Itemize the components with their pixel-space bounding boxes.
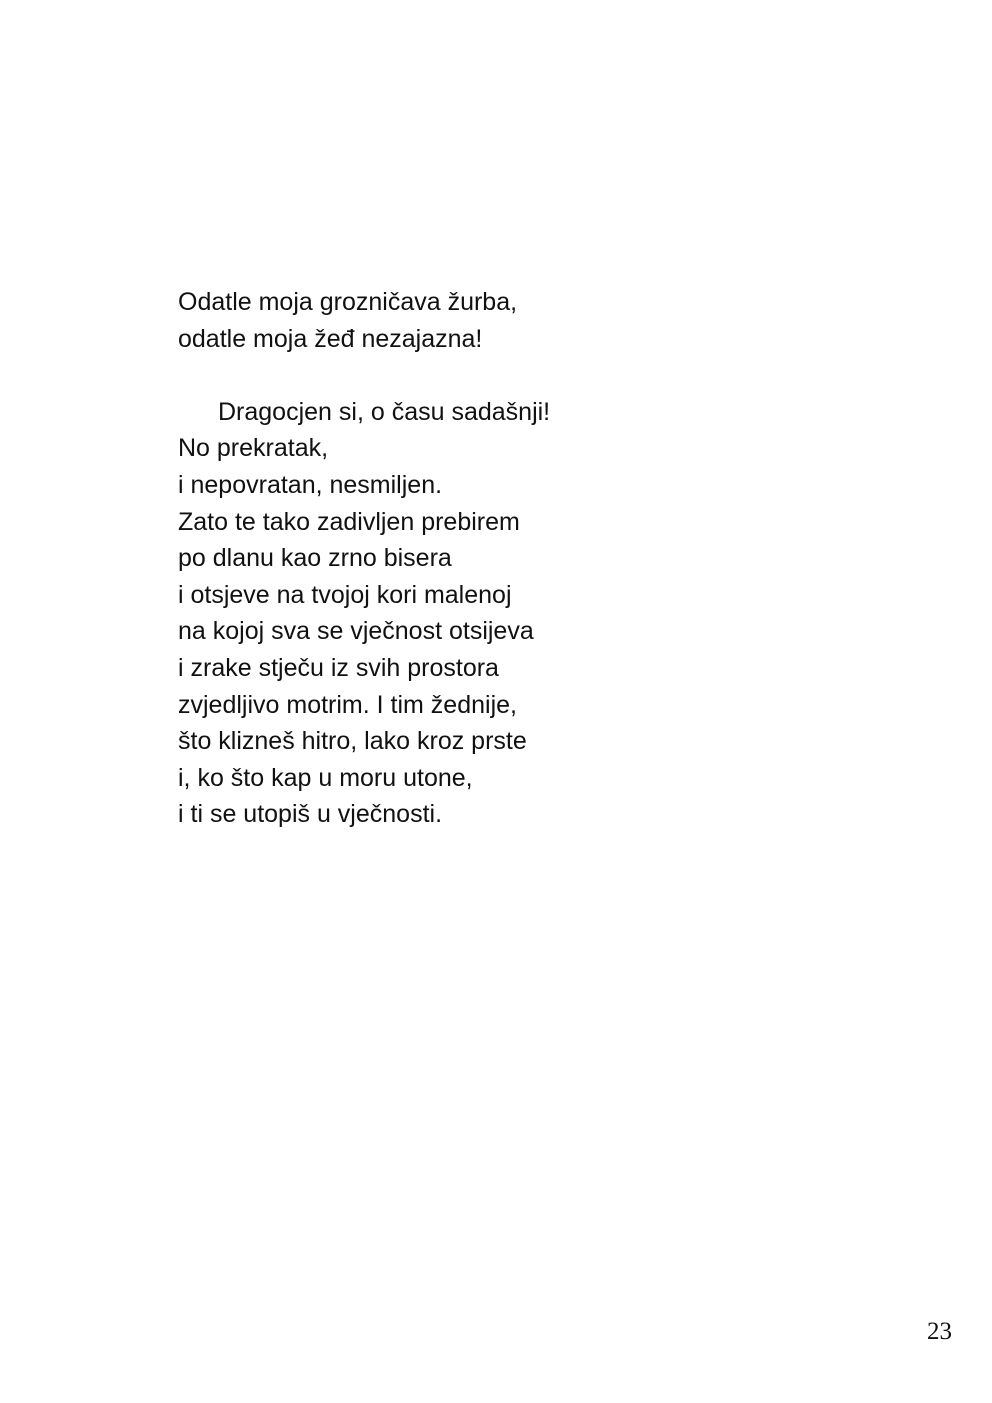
poem-line: zvjedljivo motrim. I tim žednije, [178,690,517,719]
poem-line: i nepovratan, nesmiljen. [178,470,443,499]
poem-line: i, ko što kap u moru utone, [178,763,473,792]
poem-line: po dlanu kao zrno bisera [178,544,452,573]
poem-line: i ti se utopiš u vječnosti. [178,800,443,829]
poem-line: Dragocjen si, o času sadašnji! [218,397,551,426]
poem-line: što klizneš hitro, lako kroz prste [178,727,527,756]
poem-line: na kojoj sva se vječnost otsijeva [178,617,534,646]
poem-line: i otsjeve na tvojoj kori malenoj [178,580,512,609]
stanza-2 [178,394,738,833]
poem-line: i zrake stječu iz svih prostora [178,653,499,682]
page-number: 23 [927,1318,952,1345]
poem-line: Odatle moja grozničava žurba, [178,288,518,316]
poem-line: No prekratak, [178,434,329,463]
poem-line: odatle moja žeđ nezajazna! [178,324,483,353]
poem-text [178,284,738,833]
poem-line: Zato te tako zadivljen prebirem [178,507,520,536]
stanza-1 [178,284,738,357]
